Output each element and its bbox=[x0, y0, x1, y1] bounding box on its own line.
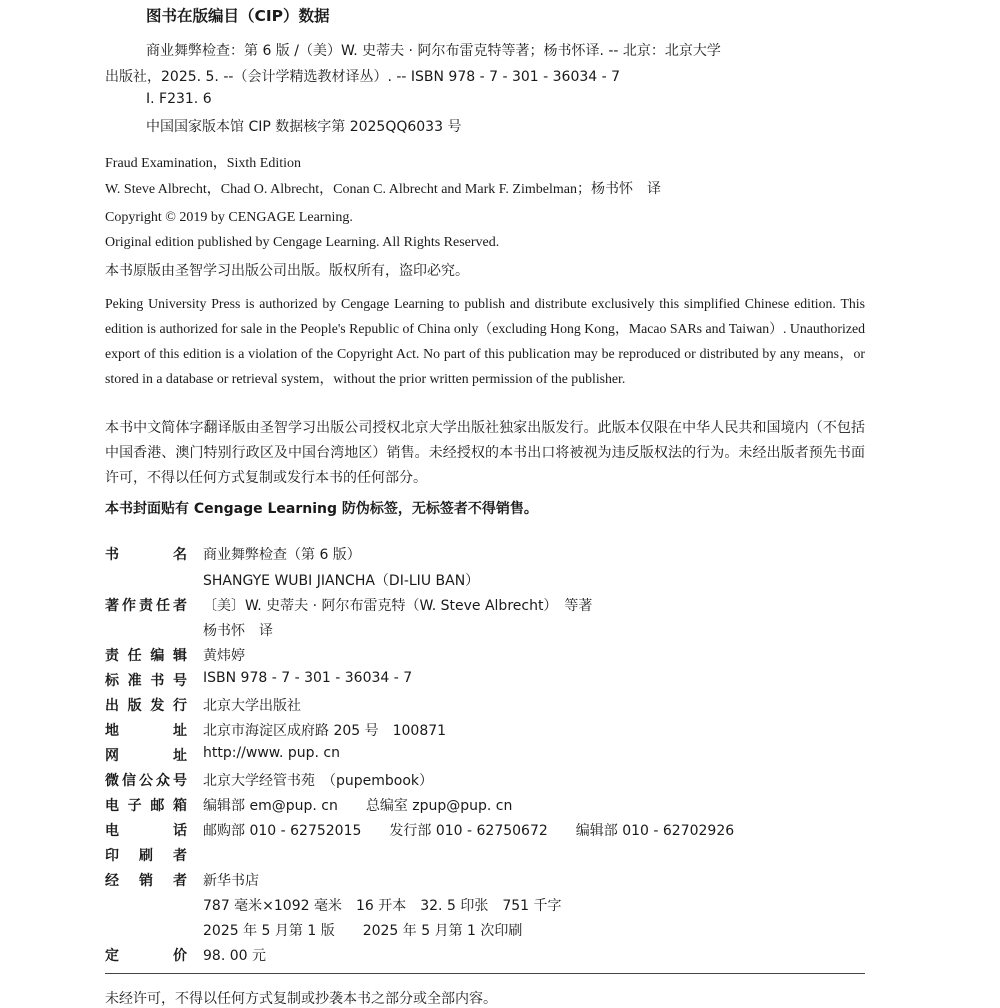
info-label: 书 名 bbox=[105, 547, 187, 563]
info-label: 印 刷 者 bbox=[105, 848, 187, 864]
info-value: 北京大学经管书苑 （pupembook） bbox=[203, 773, 434, 789]
info-value: http://www. pup. cn bbox=[203, 745, 340, 761]
info-value: 2025 年 5 月第 1 版 2025 年 5 月第 1 次印刷 bbox=[203, 923, 523, 939]
info-label: 责 任 编 辑 bbox=[105, 648, 187, 664]
cip-classification: Ⅰ. F231. 6 bbox=[146, 91, 212, 107]
info-value: 新华书店 bbox=[203, 873, 259, 889]
info-label: 定 价 bbox=[105, 948, 187, 964]
authorization-english: Peking University Press is authorized by Cengage Learning to publish and distribute exclusively this simplified Chinese edition. This edition is authorized for sale in the People's Republic of China only（excluding Hong Kong，Macao SARs and Taiwan）. Unauthorized export of this edition is a violation of the Copyright Act. No part of this publication may be reproduced or distributed by any means，or stored in a database or retrieval system，without the prior written permission of the publisher. bbox=[105, 296, 865, 386]
info-value: 商业舞弊检查（第 6 版） bbox=[203, 547, 361, 563]
info-label: 网 址 bbox=[105, 748, 187, 764]
copyright-chinese: 本书原版由圣智学习出版公司出版。版权所有，盗印必究。 bbox=[105, 263, 469, 279]
info-label: 出 版 发 行 bbox=[105, 698, 187, 714]
info-value: 编辑部 em@pup. cn 总编室 zpup@pup. cn bbox=[203, 798, 513, 814]
footer-divider bbox=[105, 973, 865, 974]
info-label: 电 话 bbox=[105, 823, 187, 839]
cip-title: 图书在版编目（CIP）数据 bbox=[146, 7, 330, 25]
cip-record-number: 中国国家版本馆 CIP 数据核字第 2025QQ6033 号 bbox=[146, 119, 462, 135]
info-value: 北京大学出版社 bbox=[203, 698, 301, 714]
anti-counterfeit-note: 本书封面贴有 Cengage Learning 防伪标签，无标签者不得销售。 bbox=[105, 501, 538, 517]
info-value: 〔美〕W. 史蒂夫 · 阿尔布雷克特（W. Steve Albrecht） 等著 bbox=[203, 598, 593, 614]
info-label: 电 子 邮 箱 bbox=[105, 798, 187, 814]
info-label: 微 信 公 众 号 bbox=[105, 773, 187, 789]
info-label: 地 址 bbox=[105, 723, 187, 739]
info-value: 北京市海淀区成府路 205 号 100871 bbox=[203, 723, 447, 739]
info-value: ISBN 978 - 7 - 301 - 36034 - 7 bbox=[203, 670, 413, 686]
info-value: SHANGYE WUBI JIANCHA（DI-LIU BAN） bbox=[203, 573, 480, 589]
cip-line-1: 商业舞弊检查：第 6 版 /（美）W. 史蒂夫 · 阿尔布雷克特等著；杨书怀译. -- 北京：北京大学 bbox=[146, 43, 721, 59]
info-label: 标 准 书 号 bbox=[105, 673, 187, 689]
info-value: 邮购部 010 - 62752015 发行部 010 - 62750672 编辑部 010 - 62702926 bbox=[203, 823, 735, 839]
info-label: 经 销 者 bbox=[105, 873, 187, 889]
authorization-chinese: 本书中文简体字翻译版由圣智学习出版公司授权北京大学出版社独家出版发行。此版本仅限在中华人民共和国境内（不包括中国香港、澳门特别行政区及中国台湾地区）销售。未经授权的本书出口将被视为违反版权法的行为。未经出版者预先书面许可，不得以任何方式复制或发行本书的任何部分。 bbox=[105, 420, 865, 486]
footer-notice: 未经许可，不得以任何方式复制或抄袭本书之部分或全部内容。 bbox=[105, 991, 497, 1007]
original-publisher-line: Original edition published by Cengage Learning. All Rights Reserved. bbox=[105, 235, 500, 250]
info-value: 787 毫米×1092 毫米 16 开本 32. 5 印张 751 千字 bbox=[203, 898, 562, 914]
info-value: 98. 00 元 bbox=[203, 948, 266, 964]
original-title: Fraud Examination，Sixth Edition bbox=[105, 156, 301, 171]
info-label: 著 作 责 任 者 bbox=[105, 598, 187, 614]
info-value: 杨书怀 译 bbox=[203, 623, 273, 639]
original-authors: W. Steve Albrecht，Chad O. Albrecht，Conan C. Albrecht and Mark F. Zimbelman；杨书怀 译 bbox=[105, 182, 661, 197]
cip-line-2: 出版社，2025. 5. --（会计学精选教材译丛）. -- ISBN 978 - 7 - 301 - 36034 - 7 bbox=[105, 69, 621, 85]
copyright-line: Copyright © 2019 by CENGAGE Learning. bbox=[105, 210, 353, 225]
info-value: 黄炜婷 bbox=[203, 648, 245, 664]
